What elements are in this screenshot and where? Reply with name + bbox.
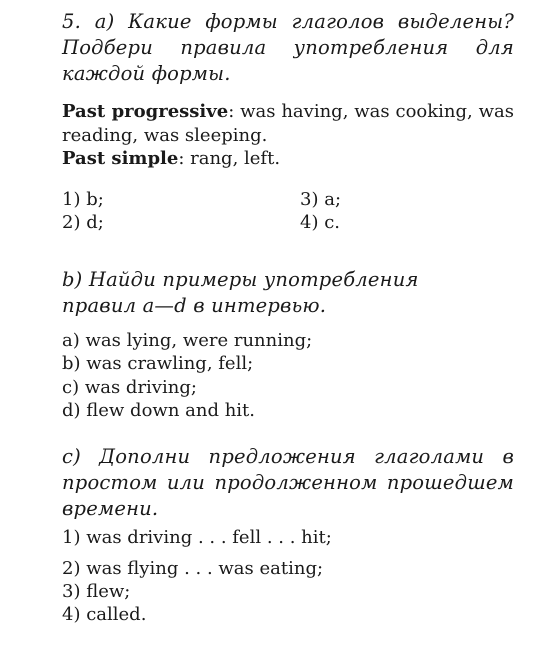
list-item: b) was crawling, fell; <box>62 353 254 374</box>
past-progressive-paragraph <box>62 100 514 148</box>
answer-item <box>300 188 341 212</box>
past-simple-label: Past simple <box>62 148 179 169</box>
list-item: a) was lying, were running; <box>62 330 313 351</box>
answer-value: a; <box>324 189 342 210</box>
past-simple-paragraph <box>62 147 514 171</box>
list-item: 2) was flying . . . was eating; <box>62 558 324 579</box>
past-progressive-examples: : was having, was cooking, was reading, was sleeping. <box>62 101 514 146</box>
answer-value: b; <box>86 189 104 210</box>
answer-value: d; <box>86 212 104 233</box>
list-item: d) flew down and hit. <box>62 400 256 421</box>
task-c-question: c) Дополни предложения глаголами в простом или продолженном прошедшем времени. <box>62 445 514 520</box>
past-simple-examples: : rang, left. <box>178 148 281 169</box>
answer-number: 4) <box>300 212 319 233</box>
answer-number: 2) <box>62 212 81 233</box>
list-item: c) was driving; <box>62 377 197 398</box>
answer-value: c. <box>324 212 341 233</box>
past-progressive-label: Past progressive <box>62 101 229 122</box>
task-b-question: b) Найди примеры употребления правил a—d в интервью. <box>62 268 419 317</box>
answer-number: 1) <box>62 189 81 210</box>
task-a-question: 5. a) Какие формы глаголов выделены? Подбери правила употребления для каждой формы. <box>62 10 514 85</box>
answer-number: 3) <box>300 189 319 210</box>
list-item: 3) flew; <box>62 581 131 602</box>
list-item: 1) was driving . . . fell . . . hit; <box>62 527 332 548</box>
list-item: 4) called. <box>62 604 147 625</box>
answer-item <box>300 211 340 235</box>
answer-item <box>62 211 104 235</box>
answer-item <box>62 188 104 212</box>
